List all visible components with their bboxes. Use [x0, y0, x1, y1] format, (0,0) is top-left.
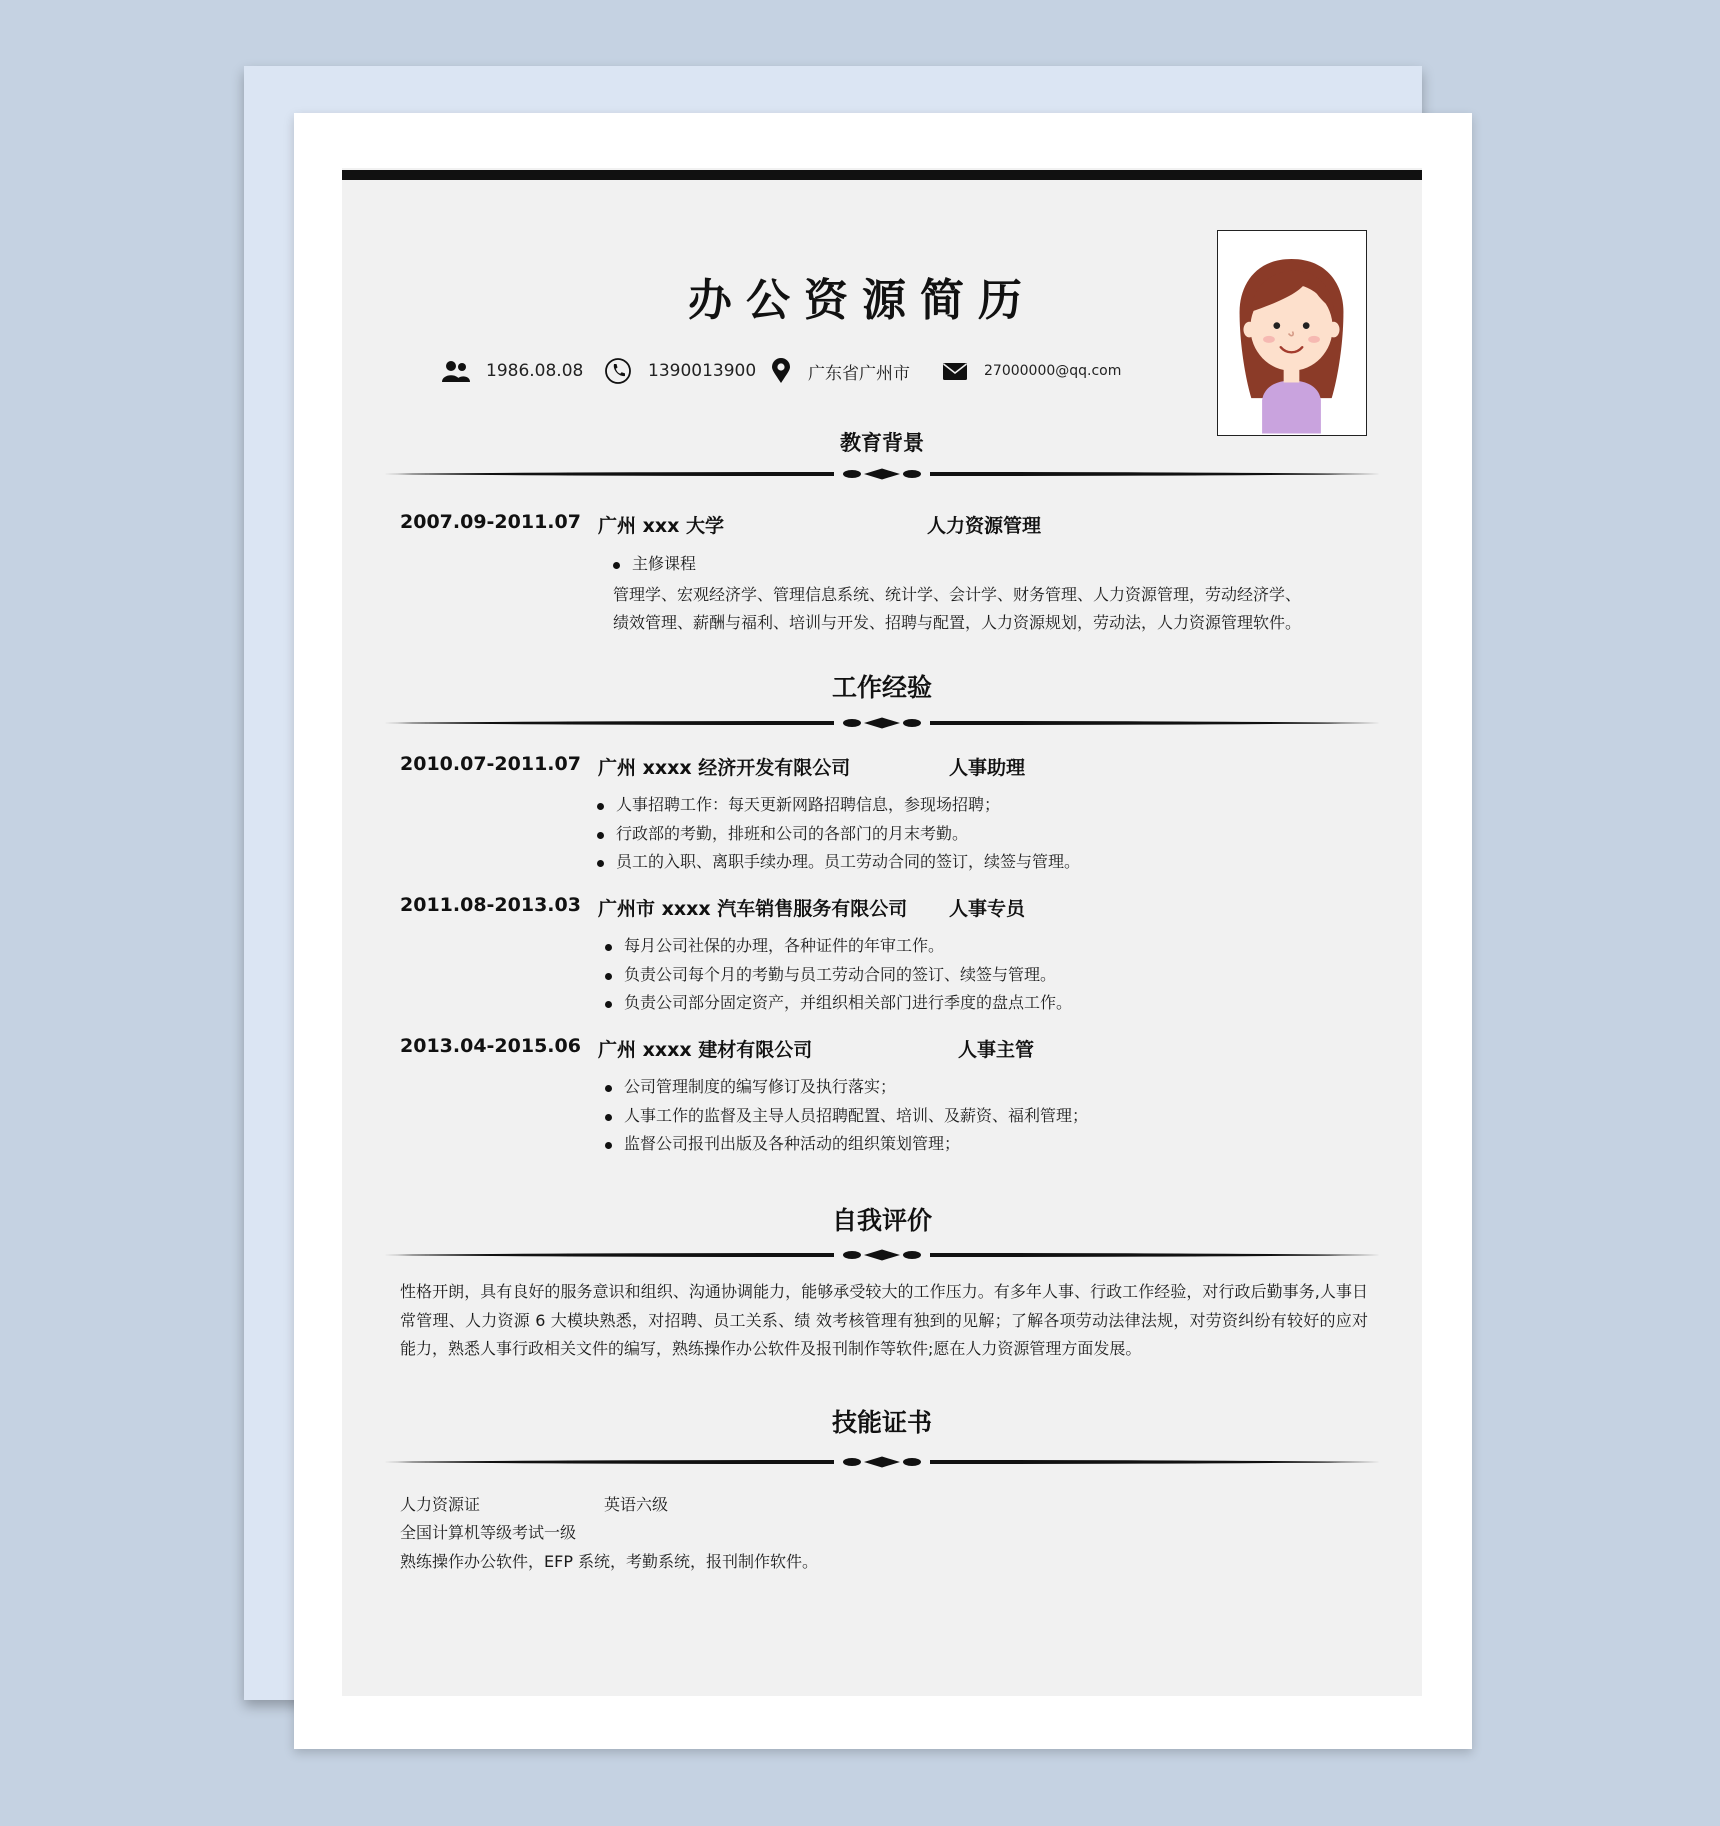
duty-item: 人事招聘工作：每天更新网路招聘信息，参现场招聘； [597, 791, 1080, 820]
skills-software: 熟练操作办公软件，EFP 系统，考勤系统，报刊制作软件。 [400, 1552, 819, 1571]
course-line-1: 管理学、宏观经济学、管理信息系统、统计学、会计学、财务管理、人力资源管理，劳动经济学、 [613, 585, 1302, 604]
job-3-company: 广州 xxxx 建材有限公司 [598, 1039, 813, 1061]
course-line-2: 绩效管理、薪酬与福利、培训与开发、招聘与配置，人力资源规划，劳动法，人力资源管理软件。 [613, 613, 1302, 632]
self-eval-heading: 自我评价 [831, 1206, 932, 1235]
resume-panel [342, 168, 1422, 1696]
duty-item: 公司管理制度的编写修订及执行落实； [605, 1073, 1088, 1102]
job-3-date: 2013.04-2015.06 [400, 1035, 581, 1057]
duty-item: 行政部的考勤，排班和公司的各部门的月末考勤。 [597, 820, 1080, 849]
map-pin-icon [770, 358, 792, 384]
phone-number: 1390013900 [648, 361, 757, 381]
contact-phone [604, 356, 756, 386]
top-bar [342, 170, 1422, 180]
job-1-duties [597, 791, 1080, 877]
education-heading: 教育背景 [840, 431, 924, 455]
email: 27000000@qq.com [984, 363, 1122, 379]
skills-divider [384, 1455, 1380, 1469]
education-divider [384, 467, 1380, 481]
duty-item: 负责公司每个月的考勤与员工劳动合同的签订、续签与管理。 [605, 961, 1072, 990]
work-divider [384, 716, 1380, 730]
birth-date: 1986.08.08 [486, 361, 584, 381]
envelope-icon [942, 361, 968, 381]
cert-english: 英语六级 [604, 1495, 669, 1514]
people-icon [442, 359, 470, 383]
duty-item: 员工的入职、离职手续办理。员工劳动合同的签订，续签与管理。 [597, 848, 1080, 877]
self-eval-text: 性格开朗，具有良好的服务意识和组织、沟通协调能力，能够承受较大的工作压力。有多年人事、行政工作经验，对行政后勤事务,人事日常管理、人力资源 6 大模块熟悉，对招聘、员工关系、绩 效考核管理有独到的见解；了解各项劳动法律法规，对劳资纠纷有较好的应对能力，熟悉人事行政相关文件的编写，熟练操作办公软件及报刊制作等软件;愿在人力资源管理方面发展。 [400, 1282, 1368, 1358]
job-2-company: 广州市 xxxx 汽车销售服务有限公司 [598, 898, 908, 920]
job-2-date: 2011.08-2013.03 [400, 894, 581, 916]
education-major: 人力资源管理 [927, 515, 1042, 537]
resume-title: 办公资源简历 [688, 275, 1036, 326]
education-date: 2007.09-2011.07 [400, 511, 581, 533]
contact-birth [442, 356, 583, 386]
duty-item: 监督公司报刊出版及各种活动的组织策划管理； [605, 1130, 1088, 1159]
duty-item: 负责公司部分固定资产，并组织相关部门进行季度的盘点工作。 [605, 989, 1072, 1018]
contact-email [942, 356, 1121, 386]
avatar-illustration [1218, 231, 1365, 434]
work-heading: 工作经验 [831, 673, 932, 702]
phone-icon [604, 357, 632, 385]
duty-item: 人事工作的监督及主导人员招聘配置、培训、及薪资、福利管理； [605, 1102, 1088, 1131]
job-3-duties [605, 1073, 1088, 1159]
course-label: 主修课程 [613, 550, 696, 579]
job-3-role: 人事主管 [958, 1039, 1035, 1061]
job-2-duties [605, 932, 1072, 1018]
duty-item: 每月公司社保的办理，各种证件的年审工作。 [605, 932, 1072, 961]
job-1-date: 2010.07-2011.07 [400, 753, 581, 775]
location: 广东省广州市 [808, 363, 910, 384]
education-course-list [613, 550, 696, 579]
cert-hr: 人力资源证 [400, 1495, 481, 1514]
education-school: 广州 xxx 大学 [598, 515, 724, 537]
cert-computer: 全国计算机等级考试一级 [400, 1523, 577, 1542]
job-2-role: 人事专员 [949, 898, 1026, 920]
job-1-role: 人事助理 [949, 757, 1026, 779]
skills-heading: 技能证书 [831, 1408, 932, 1437]
self-eval-divider [384, 1248, 1380, 1262]
contact-location [770, 356, 910, 386]
profile-photo [1217, 230, 1367, 436]
job-1-company: 广州 xxxx 经济开发有限公司 [598, 757, 851, 779]
